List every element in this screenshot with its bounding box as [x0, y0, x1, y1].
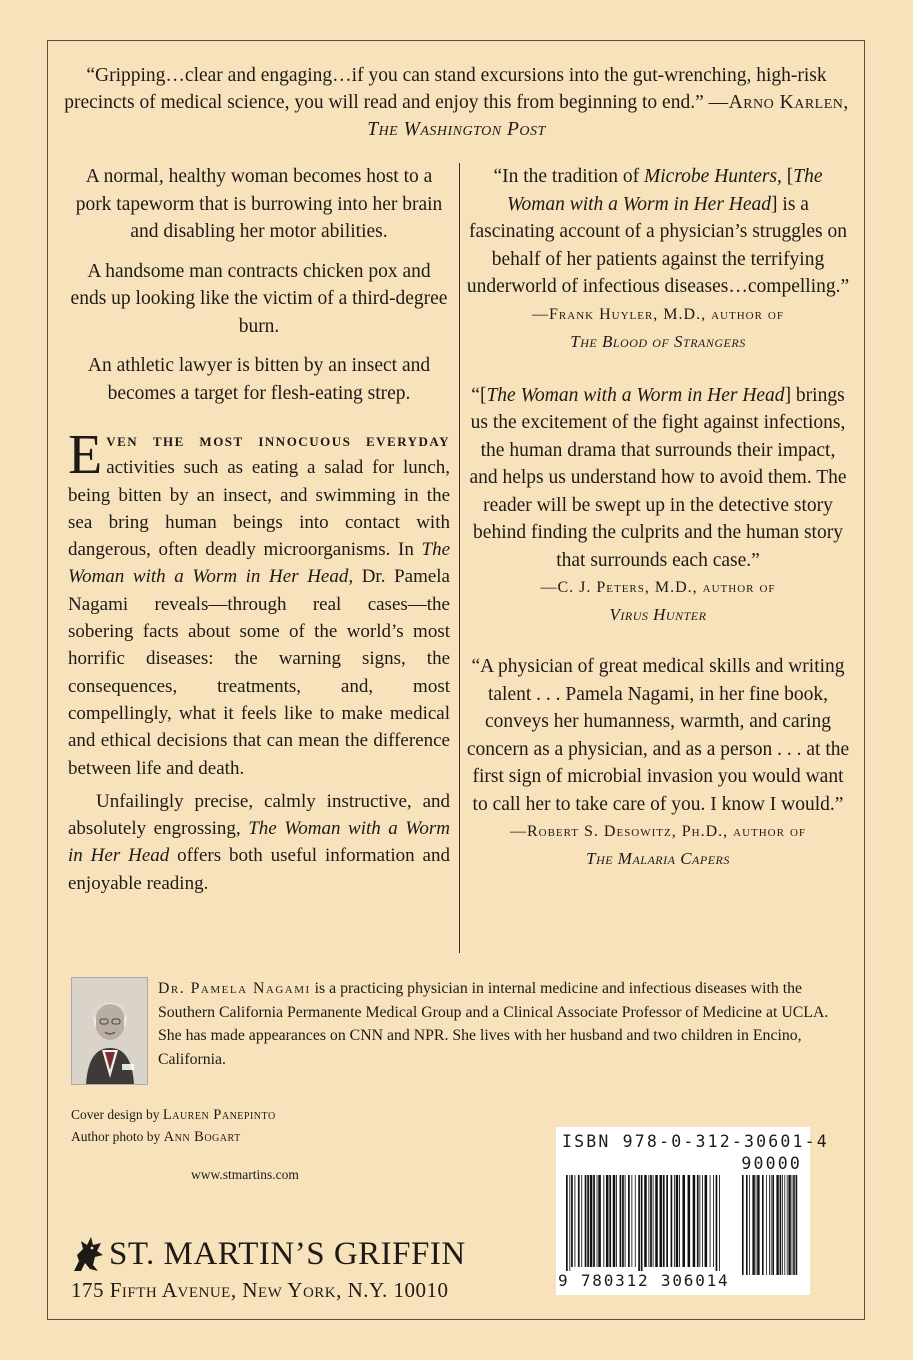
author-bio	[158, 977, 850, 1071]
author-photo-credit: Author photo by Ann Bogart	[71, 1129, 241, 1145]
barcode-addon-bar	[766, 1175, 767, 1275]
endorsement-attribution: —Robert S. Desowitz, Ph.D., author of The Malaria Capers	[509, 823, 807, 868]
isbn-barcode	[556, 1127, 829, 1295]
endorsement-desowitz	[466, 653, 850, 873]
barcode-bar	[625, 1175, 626, 1267]
book-title-inline-2: The Woman with a Worm in Her Head	[68, 818, 450, 867]
barcode-bar	[609, 1175, 611, 1267]
barcode-bar	[693, 1175, 696, 1267]
endorsement-attribution: —C. J. Peters, M.D., author of Virus Hunter	[540, 579, 776, 624]
barcode-bar	[638, 1175, 640, 1275]
endorsement-peters	[466, 382, 850, 630]
barcode-bar	[719, 1175, 720, 1275]
barcode-bar	[660, 1175, 663, 1267]
barcode-bar	[628, 1175, 630, 1267]
barcode-bar	[671, 1175, 673, 1267]
barcode-bar	[697, 1175, 699, 1267]
price-code: 90000	[741, 1154, 802, 1173]
barcode-bar	[676, 1175, 679, 1267]
barcode-addon-bar	[772, 1175, 774, 1275]
barcode-bar	[710, 1175, 711, 1267]
barcode-bar	[597, 1175, 598, 1267]
barcode-bar	[590, 1175, 593, 1267]
teaser-chicken-pox: A handsome man contracts chicken pox and ends up looking like the victim of a third-degree burn.	[70, 260, 448, 337]
barcode-addon-bar	[746, 1175, 748, 1275]
publisher-address: 175 Fifth Avenue, New York, N.Y. 10010	[71, 1278, 449, 1302]
barcode-bar	[575, 1175, 576, 1267]
barcode-addon-bar	[796, 1175, 798, 1275]
author-bio-text: is a practicing physician in internal medicine and infectious diseases with the Southern California Permanente Medical Group and a Clinical Associate Professor of Medicine at UCLA. She has made appearances on CNN and NPR. She lives with her husband and two children in Encino, California.	[158, 980, 829, 1068]
endorsement-huyler	[466, 163, 850, 356]
barcode-bar	[585, 1175, 587, 1267]
barcode-bars-icon	[562, 1175, 804, 1277]
endorsement-quote: “In the tradition of Microbe Hunters, [The Woman with a Worm in Her Head] is a fascinating account of a physician’s struggles on behalf of her patients against the terrifying underworld of infectious diseases…compelling.”	[466, 166, 850, 297]
barcode-bar	[631, 1175, 632, 1267]
barcode-addon-bar	[784, 1175, 785, 1275]
right-column	[466, 163, 850, 873]
barcode-bar	[650, 1175, 652, 1267]
isbn-number: ISBN 978-0-312-30601-4	[562, 1132, 829, 1151]
barcode-addon-bar	[762, 1175, 764, 1275]
author-photo	[71, 977, 148, 1085]
barcode-bar	[648, 1175, 649, 1267]
barcode-bar	[613, 1175, 616, 1267]
barcode-bar	[682, 1175, 685, 1267]
ean-number: 9 780312 306014	[558, 1271, 730, 1290]
barcode-bar	[705, 1175, 708, 1267]
barcode-addon-bar	[788, 1175, 790, 1275]
teaser-strep: An athletic lawyer is bitten by an insect and becomes a target for flesh-eating strep.	[87, 355, 431, 404]
barcode-addon-bar	[749, 1175, 750, 1275]
barcode-bar	[603, 1175, 604, 1267]
barcode-bar	[674, 1175, 675, 1267]
barcode-addon-bar	[742, 1175, 744, 1275]
barcode-bar	[702, 1175, 703, 1267]
drop-cap: E	[68, 424, 103, 486]
barcode-bar	[641, 1175, 643, 1275]
griffin-logo-icon	[71, 1235, 105, 1273]
barcode-bar	[598, 1175, 601, 1267]
barcode-addon-bar	[776, 1175, 778, 1275]
book-title-inline: The Woman with a Worm in Her Head,	[68, 539, 450, 588]
barcode-addon-bar	[756, 1175, 757, 1275]
barcode-bar	[699, 1175, 700, 1267]
teaser-tapeworm: A normal, healthy woman becomes host to a pork tapeworm that is burrowing into her brain and disabling her motor abilities.	[75, 166, 443, 242]
barcode-bar	[653, 1175, 654, 1267]
barcode-bar	[655, 1175, 658, 1267]
endorsement-quote: “[The Woman with a Worm in Her Head] brings us the excitement of the fight against infections, the human drama that surrounds their impact, and helps us understand how to avoid them. The reader will be swept up in the detective story behind finding the culprits and the human story that surrounds each case.”	[469, 384, 847, 571]
barcode-addon-bar	[793, 1175, 795, 1275]
top-quote-text: “Gripping…clear and engaging…if you can stand excursions into the gut-wrenching, high-risk precincts of medical science, you will read and enjoy this from beginning to end.”	[64, 65, 827, 113]
barcode-addon-bar	[782, 1175, 783, 1275]
lead-in-caps: ven the most innocuous everyday	[106, 430, 450, 450]
barcode-bar	[635, 1175, 636, 1267]
barcode-bar	[663, 1175, 665, 1267]
barcode-addon-bar	[752, 1175, 754, 1275]
barcode-bar	[688, 1175, 691, 1267]
barcode-addon-bar	[792, 1175, 793, 1275]
cover-design-credit: Cover design by Lauren Panepinto	[71, 1107, 276, 1123]
barcode-bar	[666, 1175, 668, 1267]
barcode-bar	[716, 1175, 718, 1275]
left-column	[68, 163, 450, 897]
barcode-addon-bar	[787, 1175, 788, 1275]
barcode-bar	[606, 1175, 609, 1267]
barcode-bar	[593, 1175, 595, 1267]
top-quote-attribution: —Arno Karlen, The Washington Post	[367, 92, 849, 140]
column-divider	[459, 163, 460, 953]
publisher-website[interactable]: www.stmartins.com	[191, 1167, 299, 1182]
description-paragraph-1: Even the most innocuous everyday activities such as eating a salad for lunch, being bitten by an insect, and swimming in the sea bring human beings into contact with dangerous, often deadly microorganisms. In The Woman with a Worm in Her Head, Dr. Pamela Nagami reveals—through real cases—the sobering facts about some of the world’s most horrific diseases: the warning signs, the consequences, treatments, and, most compellingly, what it feels like to make medical and ethical decisions that can mean the difference between life and death.	[68, 424, 450, 779]
description-paragraph-2: Unfailingly precise, calmly instructive, and absolutely engrossing, The Woman with a Worm in Her Head offers both useful information and enjoyable reading.	[68, 790, 450, 894]
barcode-bar	[571, 1175, 573, 1267]
barcode-bar	[581, 1175, 582, 1267]
credits	[71, 1104, 276, 1148]
top-review-quote	[60, 62, 853, 143]
endorsement-attribution: —Frank Huyler, M.D., author of The Blood of Strangers	[532, 305, 784, 351]
barcode-bar	[713, 1175, 714, 1267]
barcode-bar	[587, 1175, 589, 1267]
publisher-name: ST. MARTIN’S GRIFFIN	[109, 1236, 466, 1272]
author-portrait-icon	[72, 978, 147, 1084]
endorsement-quote: “A physician of great medical skills and writing talent . . . Pamela Nagami, in her fine book, conveys her humanness, warmth, and caring concern as a physician, and as a person . . . at the first sign of microbial invasion you would want to call her to take care of you. I know I would.”	[466, 656, 850, 815]
barcode-bar	[644, 1175, 647, 1267]
barcode-bar	[679, 1175, 680, 1267]
barcode-bar	[569, 1175, 570, 1275]
author-name: Dr. Pamela Nagami	[158, 980, 311, 997]
barcode-addon-bar	[769, 1175, 770, 1275]
barcode-bar	[620, 1175, 622, 1267]
barcode-bar	[616, 1175, 617, 1267]
barcode-addon-bar	[771, 1175, 772, 1275]
barcode-addon-bar	[757, 1175, 759, 1275]
barcode-bar	[566, 1175, 568, 1275]
barcode-bar	[622, 1175, 624, 1267]
barcode-bar	[578, 1175, 580, 1267]
barcode-addon-bar	[780, 1175, 782, 1275]
